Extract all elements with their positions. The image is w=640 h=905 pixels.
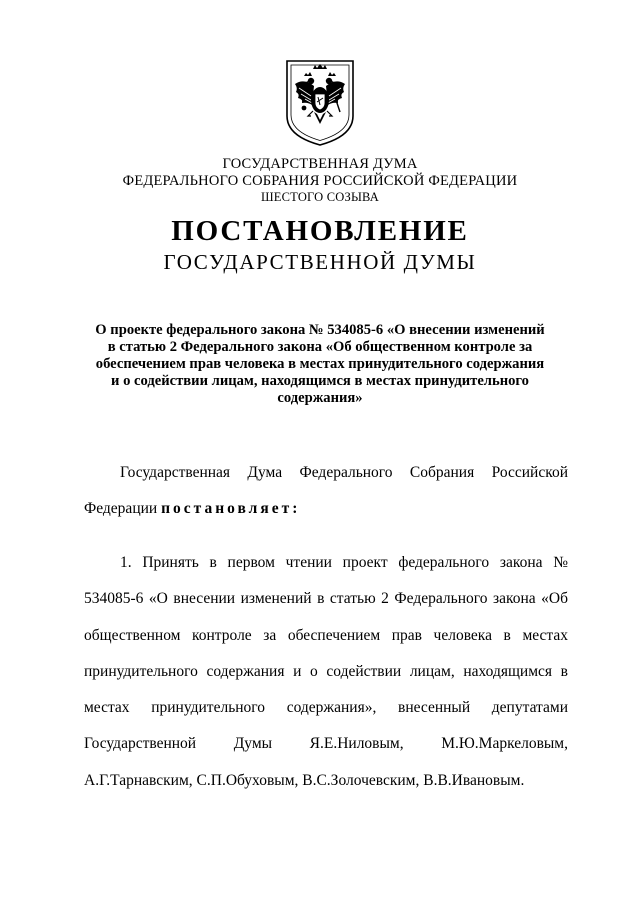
resolution-colon: :	[292, 500, 298, 518]
document-issuer-title: ГОСУДАРСТВЕННОЙ ДУМЫ	[163, 250, 477, 274]
resolution-item-1	[84, 545, 568, 799]
convocation-line: ШЕСТОГО СОЗЫВА	[260, 190, 380, 204]
preamble-text: Государственная Дума Федерального Собрания Российской Федерации	[84, 464, 568, 518]
parliament-name-line: ФЕДЕРАЛЬНОГО СОБРАНИЯ РОССИЙСКОЙ ФЕДЕРАЦИИ	[122, 173, 518, 189]
russian-coat-of-arms-icon	[284, 58, 356, 148]
document-type-title: ПОСТАНОВЛЕНИЕ	[171, 215, 469, 247]
preamble-paragraph	[84, 455, 568, 528]
document-subject: О проекте федерального закона № 534085-6 «О внесении изменений в статью 2 Федерального закона «Об общественном контроле за обеспечением прав человека в местах принудительного содержания и о содействии лицам, находящимся в местах принудительного содержания»	[95, 322, 545, 406]
resolution-item-1-text: 1. Принять в первом чтении проект федерального закона № 534085-6 «О внесении изменений в статью 2 Федерального закона «Об общественном контроле за обеспечением прав человека в местах принудительного содержания и о содействии лицам, находящимся в местах принудительного содержания», внесенный депутатами Государственной Думы Я.Е.Ниловым, М.Ю.Маркеловым, А.Г.Тарнавским, С.П.Обуховым, В.С.Золочевским, В.В.Ивановым.	[84, 554, 568, 789]
resolution-verb: постановляет	[161, 500, 293, 518]
issuer-name-line: ГОСУДАРСТВЕННАЯ ДУМА	[222, 156, 418, 172]
